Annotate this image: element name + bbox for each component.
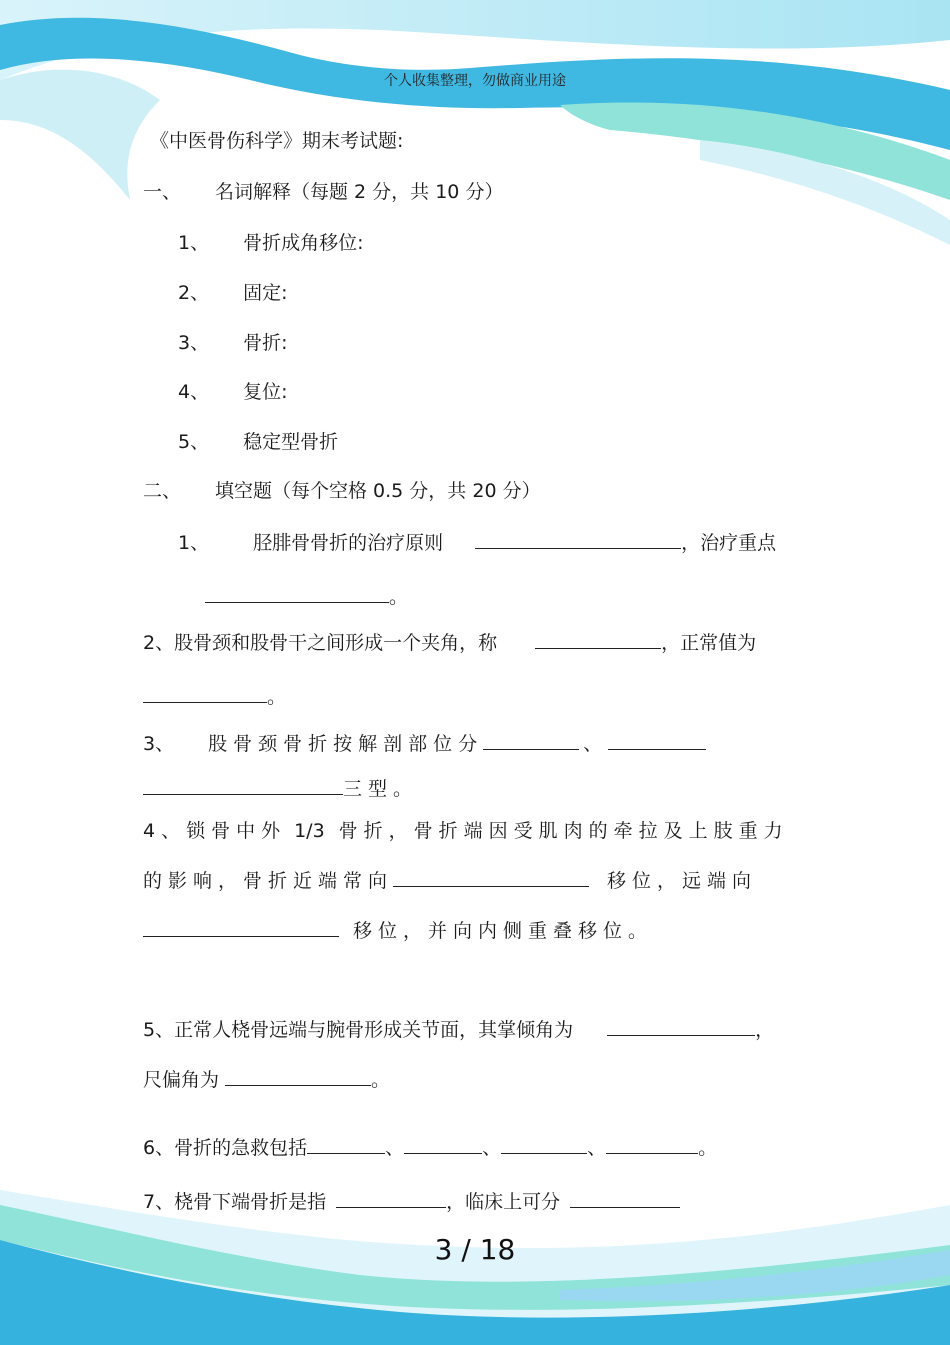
question-3-cont [143, 776, 418, 802]
section-2-number: 二、 [143, 480, 182, 502]
answer-blank[interactable] [608, 731, 706, 750]
term-item [178, 280, 288, 306]
question-text: 骨折，骨折端因受肌肉的牵拉及上肢重力 [338, 820, 789, 842]
punctuation: 。 [389, 586, 409, 608]
answer-blank[interactable] [143, 918, 339, 937]
question-7 [143, 1189, 680, 1215]
term-item [178, 429, 338, 455]
question-text: ，正常值为 [661, 632, 757, 654]
watermark-text: 个人收集整理，勿做商业用途 [384, 73, 566, 89]
question-text: 胫腓骨骨折的治疗原则 [253, 532, 444, 554]
term-text: 固定: [243, 282, 288, 304]
term-number: 1、 [178, 232, 210, 254]
punctuation: 。 [698, 1137, 718, 1159]
answer-blank[interactable] [393, 868, 589, 887]
answer-blank[interactable] [483, 731, 579, 750]
fraction: 1/3 [294, 820, 325, 842]
punctuation: ， [755, 1019, 775, 1041]
page-number: 3 / 18 [434, 1233, 516, 1266]
answer-blank[interactable] [205, 584, 389, 603]
section-1-heading [143, 179, 503, 205]
term-number: 4、 [178, 381, 210, 403]
term-text: 骨折成角移位: [243, 232, 364, 254]
answer-blank[interactable] [501, 1135, 587, 1154]
question-2-cont [143, 684, 286, 710]
question-text: 股骨颈骨折按解剖部位分 [208, 733, 484, 755]
question-text: 7、桡骨下端骨折是指 [143, 1191, 327, 1213]
section-2-heading [143, 478, 541, 504]
question-number: 1、 [178, 532, 210, 554]
answer-blank[interactable] [570, 1189, 680, 1208]
question-3 [143, 731, 706, 757]
question-text: 5、正常人桡骨远端与腕骨形成关节面，其掌倾角为 [143, 1019, 574, 1041]
question-text: 6、骨折的急救包括 [143, 1137, 308, 1159]
question-5 [143, 1017, 774, 1043]
separator: 、 [482, 1137, 502, 1159]
question-5-cont [143, 1067, 390, 1093]
answer-blank[interactable] [607, 1017, 755, 1036]
question-text: ，临床上可分 [446, 1191, 561, 1213]
answer-blank[interactable] [535, 630, 661, 649]
answer-blank[interactable] [143, 684, 267, 703]
term-text: 复位: [243, 381, 288, 403]
question-text: 移位，并向内侧重叠移位。 [353, 920, 654, 942]
term-item [178, 379, 288, 405]
separator: 、 [583, 733, 603, 755]
term-number: 5、 [178, 431, 210, 453]
term-text: 稳定型骨折 [243, 431, 339, 453]
section-2-title: 填空题（每个空格 0.5 分，共 20 分） [215, 480, 541, 502]
section-1-number: 一、 [143, 181, 182, 203]
answer-blank[interactable] [307, 1135, 385, 1154]
separator: 、 [587, 1137, 607, 1159]
question-text: 4、锁骨中外 [143, 820, 287, 842]
question-number: 3、 [143, 733, 175, 755]
term-number: 3、 [178, 332, 210, 354]
answer-blank[interactable] [606, 1135, 698, 1154]
term-number: 2、 [178, 282, 210, 304]
question-4 [143, 818, 789, 844]
question-text: 移位，远端向 [607, 870, 758, 892]
question-text: 的影响，骨折近端常向 [143, 870, 394, 892]
question-text: 2、股骨颈和股骨干之间形成一个夹角，称 [143, 632, 498, 654]
punctuation: 。 [267, 686, 287, 708]
term-item [178, 230, 364, 256]
punctuation: 。 [371, 1069, 391, 1091]
answer-blank[interactable] [336, 1189, 446, 1208]
question-2 [143, 630, 756, 656]
question-4-line2 [143, 868, 757, 894]
exam-title: 《中医骨伤科学》期末考试题: [150, 130, 404, 152]
question-text: ，治疗重点 [681, 532, 777, 554]
question-1 [178, 530, 776, 556]
question-6 [143, 1135, 717, 1161]
term-text: 骨折: [243, 332, 288, 354]
section-1-title: 名词解释（每题 2 分，共 10 分） [215, 181, 504, 203]
answer-blank[interactable] [404, 1135, 482, 1154]
term-item [178, 330, 288, 356]
question-text: 尺偏角为 [143, 1069, 220, 1091]
answer-blank[interactable] [475, 530, 681, 549]
answer-blank[interactable] [225, 1067, 371, 1086]
question-4-line3 [143, 918, 653, 944]
answer-blank[interactable] [143, 776, 343, 795]
question-text: 三型。 [343, 778, 419, 800]
question-1-cont [205, 584, 408, 610]
separator: 、 [385, 1137, 405, 1159]
